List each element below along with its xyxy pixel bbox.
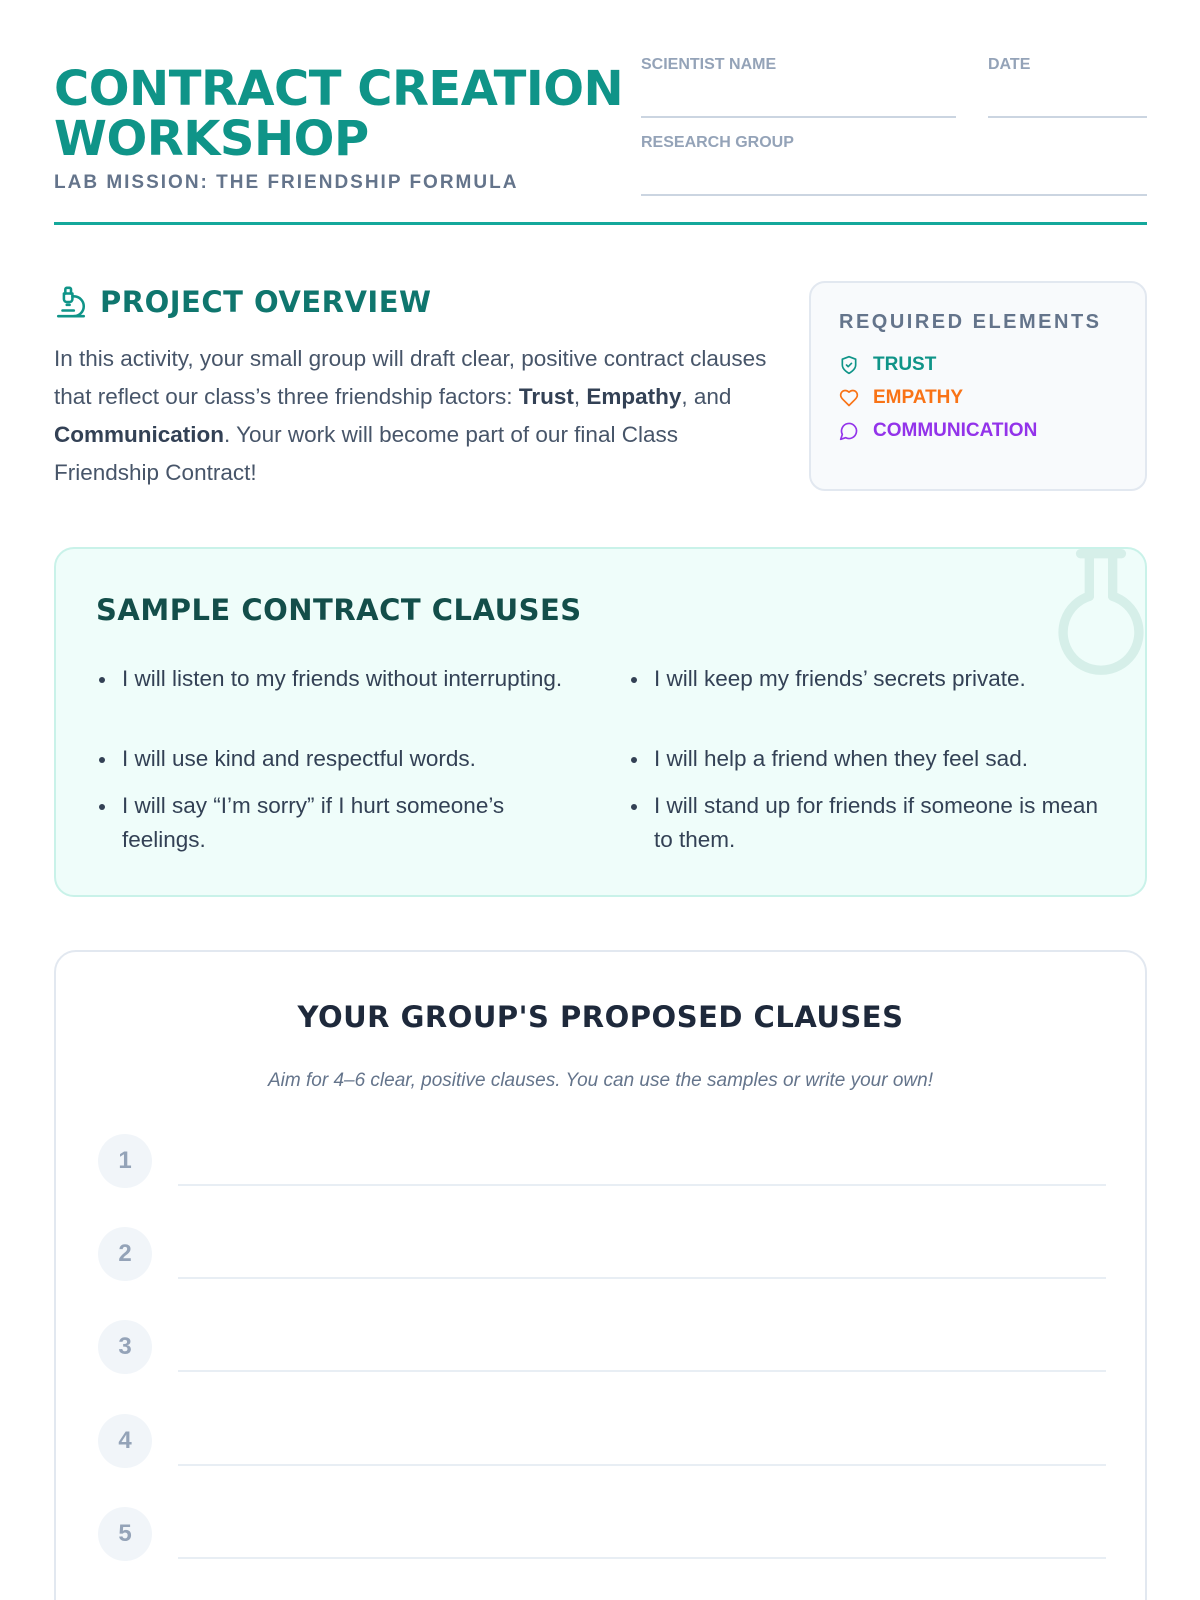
worksheet-page bbox=[54, 0, 1147, 1600]
overview-title: PROJECT OVERVIEW bbox=[100, 285, 432, 319]
required-item-empathy bbox=[839, 387, 963, 409]
page-subtitle: LAB MISSION: THE FRIENDSHIP FORMULA bbox=[54, 172, 519, 193]
sample-clauses-title: SAMPLE CONTRACT CLAUSES bbox=[96, 593, 582, 627]
clause-write-line[interactable] bbox=[178, 1557, 1106, 1559]
scientist-name-field[interactable] bbox=[641, 116, 956, 118]
sample-clause: I will use kind and respectful words. bbox=[96, 742, 566, 776]
worksheet-header bbox=[54, 56, 1147, 226]
clause-number: 2 bbox=[98, 1227, 152, 1281]
proposed-clauses-hint: Aim for 4–6 clear, positive clauses. You can use the samples or write your own! bbox=[268, 1070, 933, 1091]
date-label: DATE bbox=[988, 56, 1031, 73]
header-divider bbox=[54, 222, 1147, 225]
heart-icon bbox=[839, 388, 859, 408]
sample-clause: I will listen to my friends without interrupting. bbox=[96, 662, 566, 696]
research-group-field[interactable] bbox=[641, 194, 1147, 196]
overview-trust: Trust bbox=[518, 384, 574, 409]
clause-write-line[interactable] bbox=[178, 1370, 1106, 1372]
sample-clause: I will help a friend when they feel sad. bbox=[628, 742, 1098, 776]
clause-write-line[interactable] bbox=[178, 1464, 1106, 1466]
proposed-clauses-title: YOUR GROUP'S PROPOSED CLAUSES bbox=[297, 1000, 904, 1034]
required-item-label: COMMUNICATION bbox=[873, 420, 1038, 441]
required-item-trust bbox=[839, 354, 936, 376]
clause-number: 1 bbox=[98, 1134, 152, 1188]
required-item-label: EMPATHY bbox=[873, 387, 964, 408]
overview-text-part: , and bbox=[681, 384, 732, 409]
overview-text bbox=[54, 340, 774, 492]
shield-check-icon bbox=[839, 355, 859, 375]
clause-number: 5 bbox=[98, 1507, 152, 1561]
clause-number: 4 bbox=[98, 1414, 152, 1468]
clause-number: 3 bbox=[98, 1320, 152, 1374]
overview-text-part: In this activity, your small group will draft clear, positive contract clauses that reflect our class’s three friendship factors: bbox=[54, 346, 767, 409]
sample-clause: I will stand up for friends if someone is mean to them. bbox=[628, 789, 1098, 857]
research-group-label: RESEARCH GROUP bbox=[641, 134, 794, 151]
overview-heading bbox=[54, 282, 432, 322]
title-line-1: CONTRACT CREATION bbox=[54, 61, 624, 117]
page-title bbox=[54, 61, 654, 167]
clause-write-line[interactable] bbox=[178, 1184, 1106, 1186]
proposed-clauses-box bbox=[54, 950, 1147, 1600]
overview-text-part: , bbox=[573, 384, 587, 409]
title-line-2: WORKSHOP bbox=[54, 111, 369, 167]
sample-clause: I will say “I’m sorry” if I hurt someone’s feelings. bbox=[96, 789, 566, 857]
required-item-communication bbox=[839, 420, 1037, 442]
sample-clauses-box bbox=[54, 547, 1147, 897]
required-elements-title: REQUIRED ELEMENTS bbox=[839, 311, 1102, 333]
overview-text-part: . Your work will become part of our final Class Friendship Contract! bbox=[54, 422, 678, 485]
required-elements-box bbox=[809, 281, 1147, 491]
scientist-name-label: SCIENTIST NAME bbox=[641, 56, 777, 73]
overview-communication: Communication bbox=[54, 422, 225, 447]
required-item-label: TRUST bbox=[873, 354, 937, 375]
sample-clause: I will keep my friends’ secrets private. bbox=[628, 662, 1098, 696]
speech-bubble-icon bbox=[839, 421, 859, 441]
clause-write-line[interactable] bbox=[178, 1277, 1106, 1279]
date-field[interactable] bbox=[988, 116, 1147, 118]
microscope-icon bbox=[54, 285, 88, 319]
overview-empathy: Empathy bbox=[586, 384, 682, 409]
